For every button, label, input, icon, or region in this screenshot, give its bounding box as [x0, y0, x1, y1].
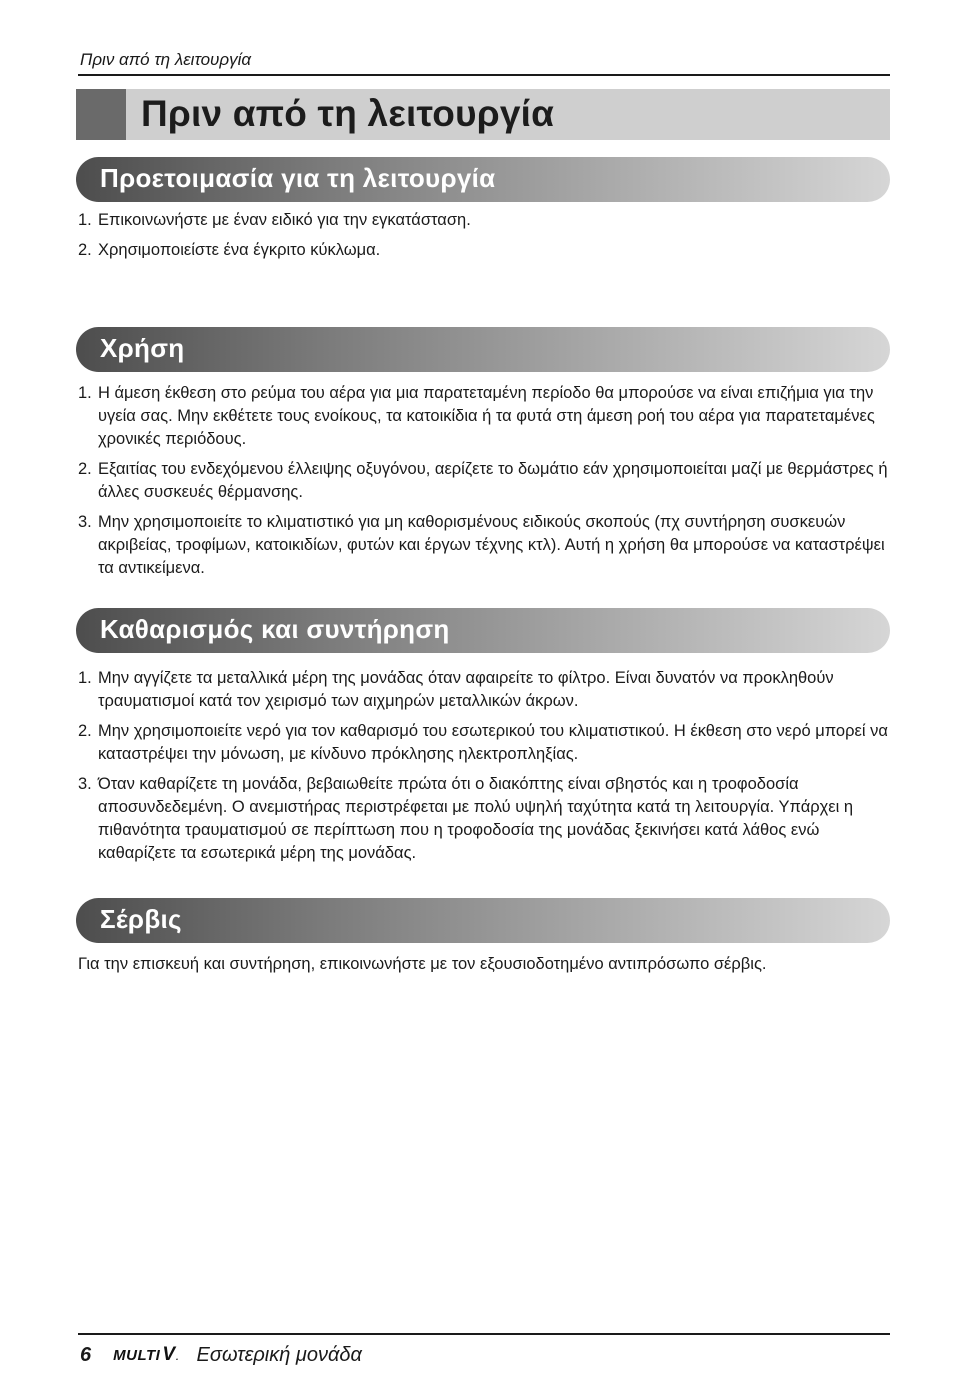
list-item [78, 382, 890, 451]
cleaning-list [78, 667, 890, 872]
section-heading: Χρήση [100, 333, 185, 363]
service-paragraph: Για την επισκευή και συντήρηση, επικοινωνήστε με τον εξουσιοδοτημένο αντιπρόσωπο σέρβις. [78, 955, 767, 973]
list-item [78, 511, 890, 580]
footer-label: Εσωτερική μονάδα [196, 1343, 362, 1366]
list-item [78, 773, 890, 865]
list-item [78, 239, 890, 262]
running-header: Πριν από τη λειτουργία [80, 50, 252, 69]
title-accent-block [76, 89, 126, 140]
item-text: Η άμεση έκθεση στο ρεύμα του αέρα για μια παρατεταμένη περίοδο θα μπορούσε να είναι επιζήμια για την υγεία σας. Μην εκθέτετε τους ενοίκους, τα κατοικίδια ή τα φυτά στη άμεση ροή του αέρα για παρατεταμένες χρονικές περιόδους. [98, 384, 875, 448]
footer-rule [78, 1333, 890, 1335]
item-text: Μην αγγίζετε τα μεταλλικά μέρη της μονάδας όταν αφαιρείτε το φίλτρο. Είναι δυνατόν να προκληθούν τραυματισμοί κατά τον χειρισμό των αιχμηρών μεταλλικών άκρων. [98, 669, 834, 710]
item-text: Όταν καθαρίζετε τη μονάδα, βεβαιωθείτε πρώτα ότι ο διακόπτης είναι σβηστός και η τροφοδοσία αποσυνδεδεμένη. Ο ανεμιστήρας περιστρέφεται με πολύ υψηλή ταχύτητα κατά τη λειτουργία. Υπάρχει η πιθανότητα τραυματισμού σε περίπτωση που η τροφοδοσία της μονάδας ξεκινήσει κατά λάθος ενώ καθαρίζετε τα εσωτερικά μέρη της μονάδας. [98, 775, 854, 862]
preparation-list [78, 209, 890, 269]
page-title: Πριν από τη λειτουργία [141, 93, 555, 134]
list-item [78, 209, 890, 232]
item-text: Μην χρησιμοποιείτε νερό για τον καθαρισμό του εσωτερικού του κλιματιστικού. Η έκθεση στο νερό μπορεί να καταστρέψει την μόνωση, με κίνδυνο πρόκλησης ηλεκτροπληξίας. [98, 722, 888, 763]
brand-v: V [162, 1344, 176, 1365]
item-text: Εξαιτίας του ενδεχόμενου έλλειψης οξυγόνου, αερίζετε το δωμάτιο εάν χρησιμοποιείται μαζί με θερμάστρες ή άλλες συσκευές θέρμανσης. [98, 460, 888, 501]
list-item [78, 458, 890, 504]
brand-logo [113, 1344, 178, 1366]
item-number: 1. [78, 384, 92, 402]
section-header-cleaning [76, 608, 890, 653]
section-header-preparation [76, 157, 890, 202]
item-number: 1. [78, 211, 92, 229]
brand-multi: MULTI [113, 1347, 161, 1364]
list-item [78, 720, 890, 766]
item-number: 1. [78, 669, 92, 687]
title-bar [76, 89, 890, 140]
list-item [78, 667, 890, 713]
item-number: 3. [78, 513, 92, 531]
item-number: 2. [78, 722, 92, 740]
item-text: Επικοινωνήστε με έναν ειδικό για την εγκατάσταση. [98, 211, 471, 229]
item-number: 2. [78, 460, 92, 478]
item-text: Χρησιμοποιείστε ένα έγκριτο κύκλωμα. [98, 241, 381, 259]
section-heading: Προετοιμασία για τη λειτουργία [100, 163, 496, 193]
page-number: 6 [80, 1343, 92, 1366]
usage-list [78, 382, 890, 587]
section-heading: Καθαρισμός και συντήρηση [100, 614, 450, 644]
item-number: 3. [78, 775, 92, 793]
item-number: 2. [78, 241, 92, 259]
item-text: Μην χρησιμοποιείτε το κλιματιστικό για μη καθορισμένους ειδικούς σκοπούς (πχ συντήρηση συσκευών ακριβείας, τροφίμων, κατοικιδίων, φυτών και έργων τέχνης κτλ). Αυτή η χρήση θα μπορούσε να καταστρέψει τα αντικείμενα. [98, 513, 885, 577]
footer [80, 1340, 362, 1370]
brand-dot: . [176, 1352, 179, 1362]
section-header-usage [76, 327, 890, 372]
section-header-service [76, 898, 890, 943]
section-heading: Σέρβις [100, 904, 182, 934]
header-rule [78, 74, 890, 76]
